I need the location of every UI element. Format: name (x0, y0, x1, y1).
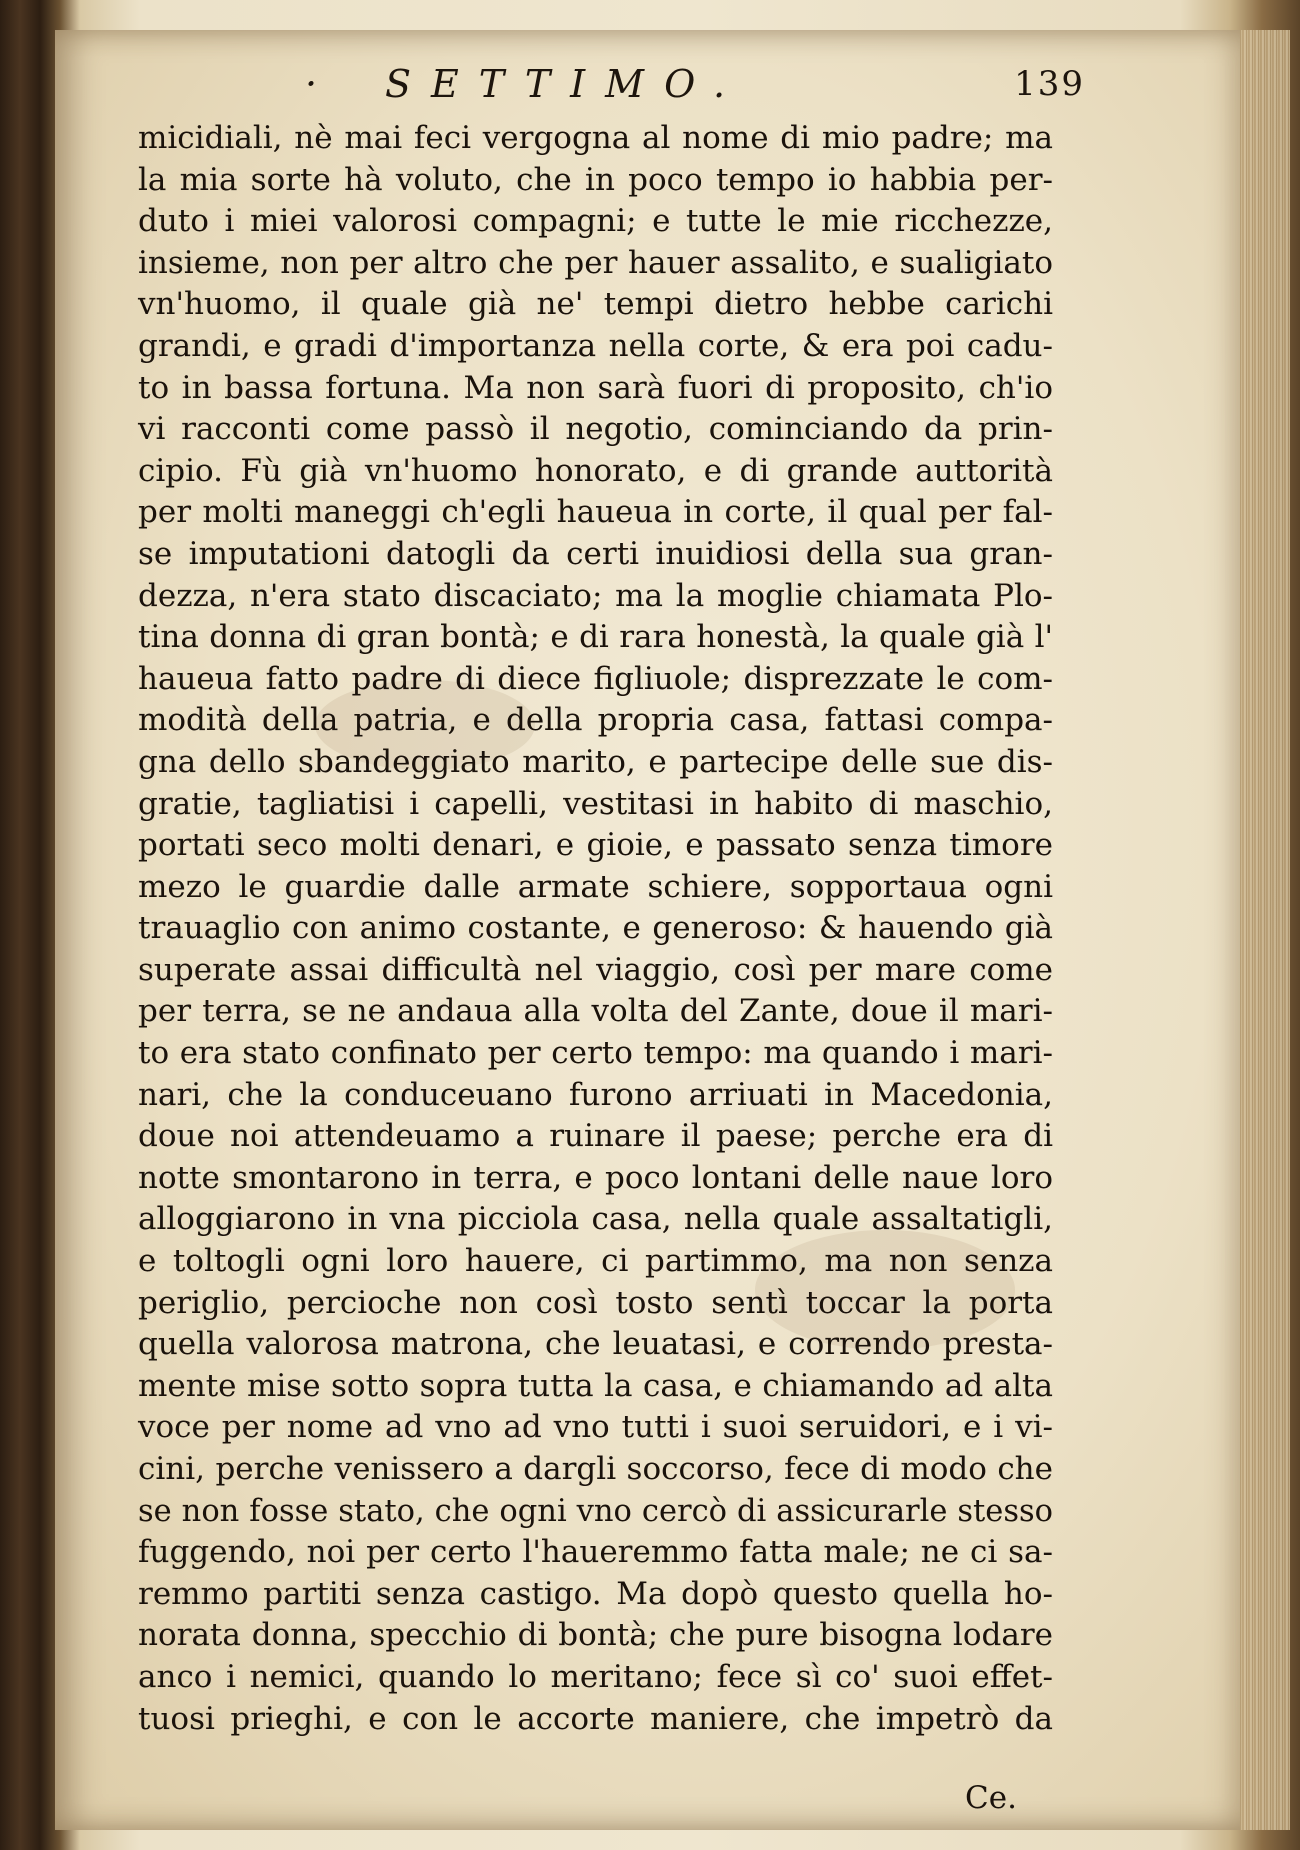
text-line: insieme, non per altro che per hauer assalito, e sualigiato (138, 244, 1053, 281)
text-line: voce per nome ad vno ad vno tutti i suoi seruidori, e i vi- (138, 1409, 1053, 1446)
text-line: alloggiarono in vna picciola casa, nella quale assaltatigli, (138, 1201, 1053, 1238)
text-line: fuggendo, noi per certo l'haueremmo fatta male; ne ci sa- (138, 1534, 1053, 1571)
text-line: to in bassa fortuna. Ma non sarà fuori di proposito, ch'io (138, 369, 1053, 406)
running-head (305, 62, 1085, 112)
text-line: superate assai difficultà nel viaggio, così per mare come (138, 951, 1053, 988)
text-line: e toltogli ogni loro hauere, ci partimmo, ma non senza (138, 1243, 1053, 1280)
text-line: portati seco molti denari, e gioie, e passato senza timore (138, 827, 1053, 864)
page-edges (1235, 30, 1290, 1830)
text-line: periglio, percioche non così tosto sentì toccar la porta (138, 1284, 1053, 1321)
text-line: notte smontarono in terra, e poco lontani delle naue loro (138, 1159, 1053, 1196)
text-line: doue noi attendeuamo a ruinare il paese; perche era di (138, 1118, 1053, 1155)
text-line: dezza, n'era stato discaciato; ma la moglie chiamata Plo- (138, 577, 1053, 614)
running-head-dot: · (305, 62, 318, 106)
text-line: gratie, tagliatisi i capelli, vestitasi in habito di maschio, (138, 785, 1053, 822)
text-line: mente mise sotto sopra tutta la casa, e chiamando ad alta (138, 1367, 1053, 1404)
text-line: to era stato confinato per certo tempo: ma quando i mari- (138, 1035, 1053, 1072)
text-line: norata donna, specchio di bontà; che pure bisogna lodare (138, 1617, 1053, 1654)
text-line: per terra, se ne andaua alla volta del Zante, doue il mari- (138, 993, 1053, 1030)
text-line: anco i nemici, quando lo meritano; fece sì co' suoi effet- (138, 1658, 1053, 1695)
text-line: tuosi prieghi, e con le accorte maniere, che impetrò da (138, 1700, 1053, 1737)
text-line: cipio. Fù già vn'huomo honorato, e di grande auttorità (138, 452, 1053, 489)
catchword: Ce. (965, 1780, 1017, 1816)
text-line: per molti maneggi ch'egli haueua in corte, il qual per fal- (138, 494, 1053, 531)
text-line: tina donna di gran bontà; e di rara honestà, la quale già l' (138, 619, 1053, 656)
running-head-title: SETTIMO. (385, 62, 746, 106)
text-line: se non fosse stato, che ogni vno cercò di assicurarle stesso (138, 1493, 1053, 1529)
page-number: 139 (1014, 64, 1085, 104)
text-line: remmo partiti senza castigo. Ma dopò questo quella ho- (138, 1575, 1053, 1612)
text-line: vn'huomo, il quale già ne' tempi dietro hebbe carichi (138, 286, 1053, 323)
text-line: quella valorosa matrona, che leuatasi, e correndo presta- (138, 1326, 1053, 1363)
text-line: mezo le guardie dalle armate schiere, sopportaua ogni (138, 868, 1053, 905)
text-line: micidiali, nè mai feci vergogna al nome di mio padre; ma (138, 120, 1053, 156)
text-line: cini, perche venissero a dargli soccorso, fece di modo che (138, 1451, 1053, 1487)
text-line: duto i miei valorosi compagni; e tutte le mie ricchezze, (138, 203, 1053, 240)
body-text (138, 118, 1053, 1740)
text-line: trauaglio con animo costante, e generoso: & hauendo già (138, 910, 1053, 947)
text-line: nari, che la conduceuano furono arriuati in Macedonia, (138, 1076, 1053, 1113)
text-line: gna dello sbandeggiato marito, e partecipe delle sue dis- (138, 743, 1053, 780)
text-line: modità della patria, e della propria casa, fattasi compa- (138, 702, 1053, 739)
text-line: vi racconti come passò il negotio, cominciando da prin- (138, 411, 1053, 448)
text-line: la mia sorte hà voluto, che in poco tempo io habbia per- (138, 161, 1053, 198)
text-line: haueua fatto padre di diece figliuole; disprezzate le com- (138, 660, 1053, 697)
text-line: grandi, e gradi d'importanza nella corte, & era poi cadu- (138, 327, 1053, 364)
text-line: se imputationi datogli da certi inuidiosi della sua gran- (138, 535, 1053, 572)
